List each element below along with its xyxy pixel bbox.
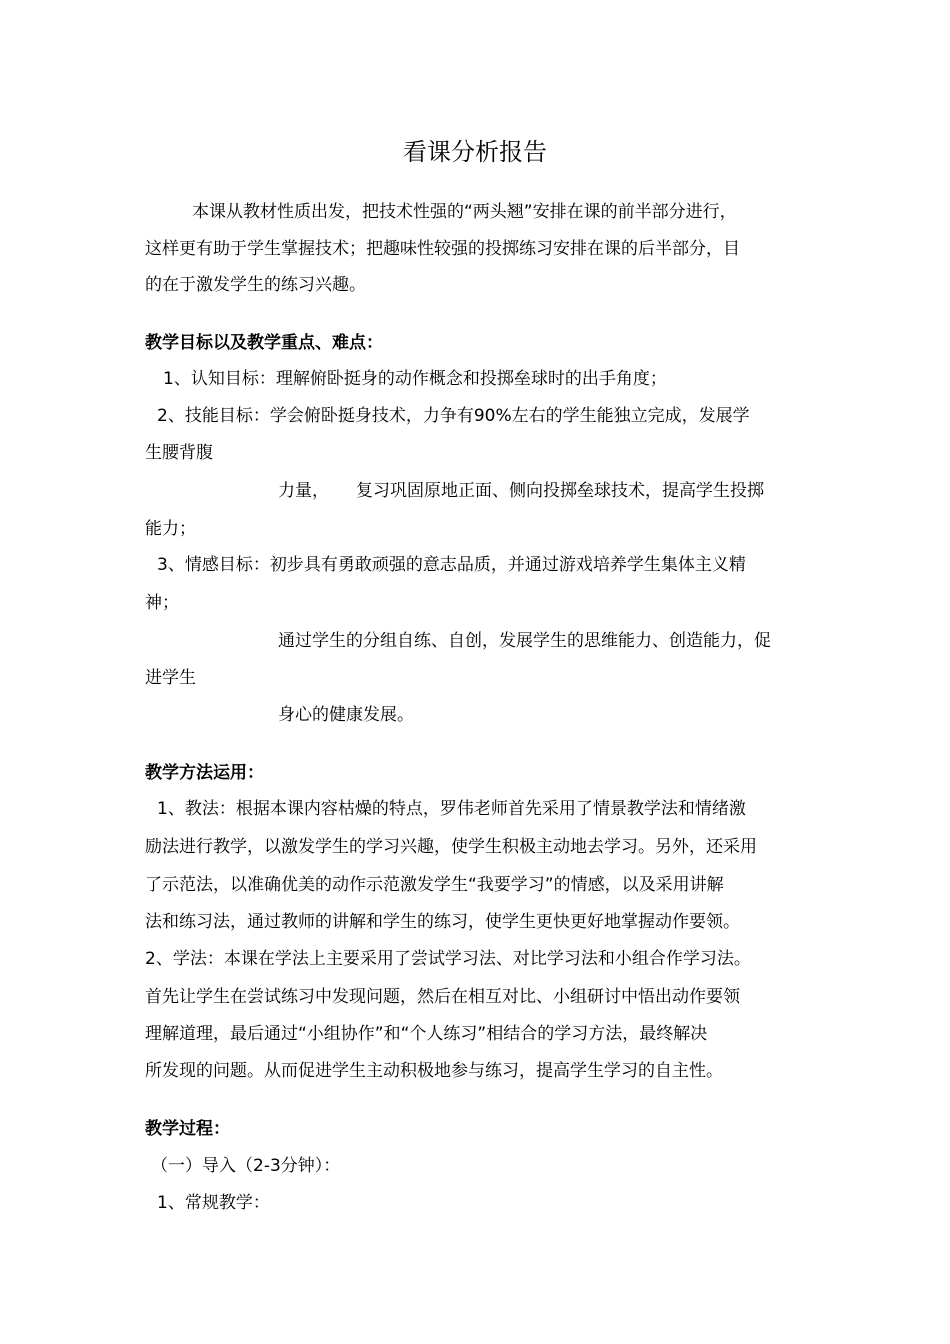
goals-line-3: 生腰背腹	[145, 443, 213, 463]
intro-line-1: 本课从教材性质出发，把技术性强的“两头翘”安排在课的前半部分进行，	[192, 202, 737, 222]
intro-line-2: 这样更有助于学生掌握技术；把趣味性较强的投掷练习安排在课的后半部分，目	[145, 239, 740, 259]
methods-line-2: 励法进行教学，以激发学生的学习兴趣，使学生积极主动地去学习。另外，还采用	[145, 837, 757, 857]
goals-line-4: 力量， 复习巩固原地正面、侧向投掷垒球技术，提高学生投掷	[278, 481, 765, 501]
goals-line-9: 进学生	[145, 668, 196, 688]
goals-line-10: 身心的健康发展。	[278, 705, 414, 725]
goals-heading: 教学目标以及教学重点、难点：	[145, 333, 383, 353]
process-line-2: 1、常规教学：	[157, 1193, 270, 1213]
methods-line-7: 理解道理，最后通过“小组协作”和“个人练习”相结合的学习方法，最终解决	[145, 1024, 708, 1044]
methods-line-8: 所发现的问题。从而促进学生主动积极地参与练习，提高学生学习的自主性。	[145, 1061, 723, 1081]
page-title: 看课分析报告	[403, 138, 547, 166]
methods-line-3: 了示范法，以准确优美的动作示范激发学生“我要学习”的情感，以及采用讲解	[145, 875, 724, 895]
methods-line-4: 法和练习法，通过教师的讲解和学生的练习，使学生更快更好地掌握动作要领。	[145, 912, 740, 932]
goals-line-1: 1、认知目标：理解俯卧挺身的动作概念和投掷垒球时的出手角度；	[163, 369, 667, 389]
process-line-1: （一）导入（2-3分钟）：	[151, 1156, 341, 1176]
methods-line-6: 首先让学生在尝试练习中发现问题，然后在相互对比、小组研讨中悟出动作要领	[145, 987, 740, 1007]
goals-line-2: 2、技能目标：学会俯卧挺身技术，力争有90%左右的学生能独立完成，发展学	[157, 406, 750, 426]
goals-line-5: 能力；	[145, 519, 196, 539]
goals-line-8: 通过学生的分组自练、自创，发展学生的思维能力、创造能力，促	[278, 631, 771, 651]
methods-line-1: 1、教法：根据本课内容枯燥的特点，罗伟老师首先采用了情景教学法和情绪激	[157, 799, 746, 819]
goals-line-6: 3、情感目标：初步具有勇敢顽强的意志品质，并通过游戏培养学生集体主义精	[157, 555, 746, 575]
methods-heading: 教学方法运用：	[145, 763, 264, 783]
intro-line-3: 的在于激发学生的练习兴趣。	[145, 275, 366, 295]
process-heading: 教学过程：	[145, 1119, 230, 1139]
goals-line-7: 神；	[145, 593, 179, 613]
methods-line-5: 2、学法：本课在学法上主要采用了尝试学习法、对比学习法和小组合作学习法。	[145, 949, 751, 969]
